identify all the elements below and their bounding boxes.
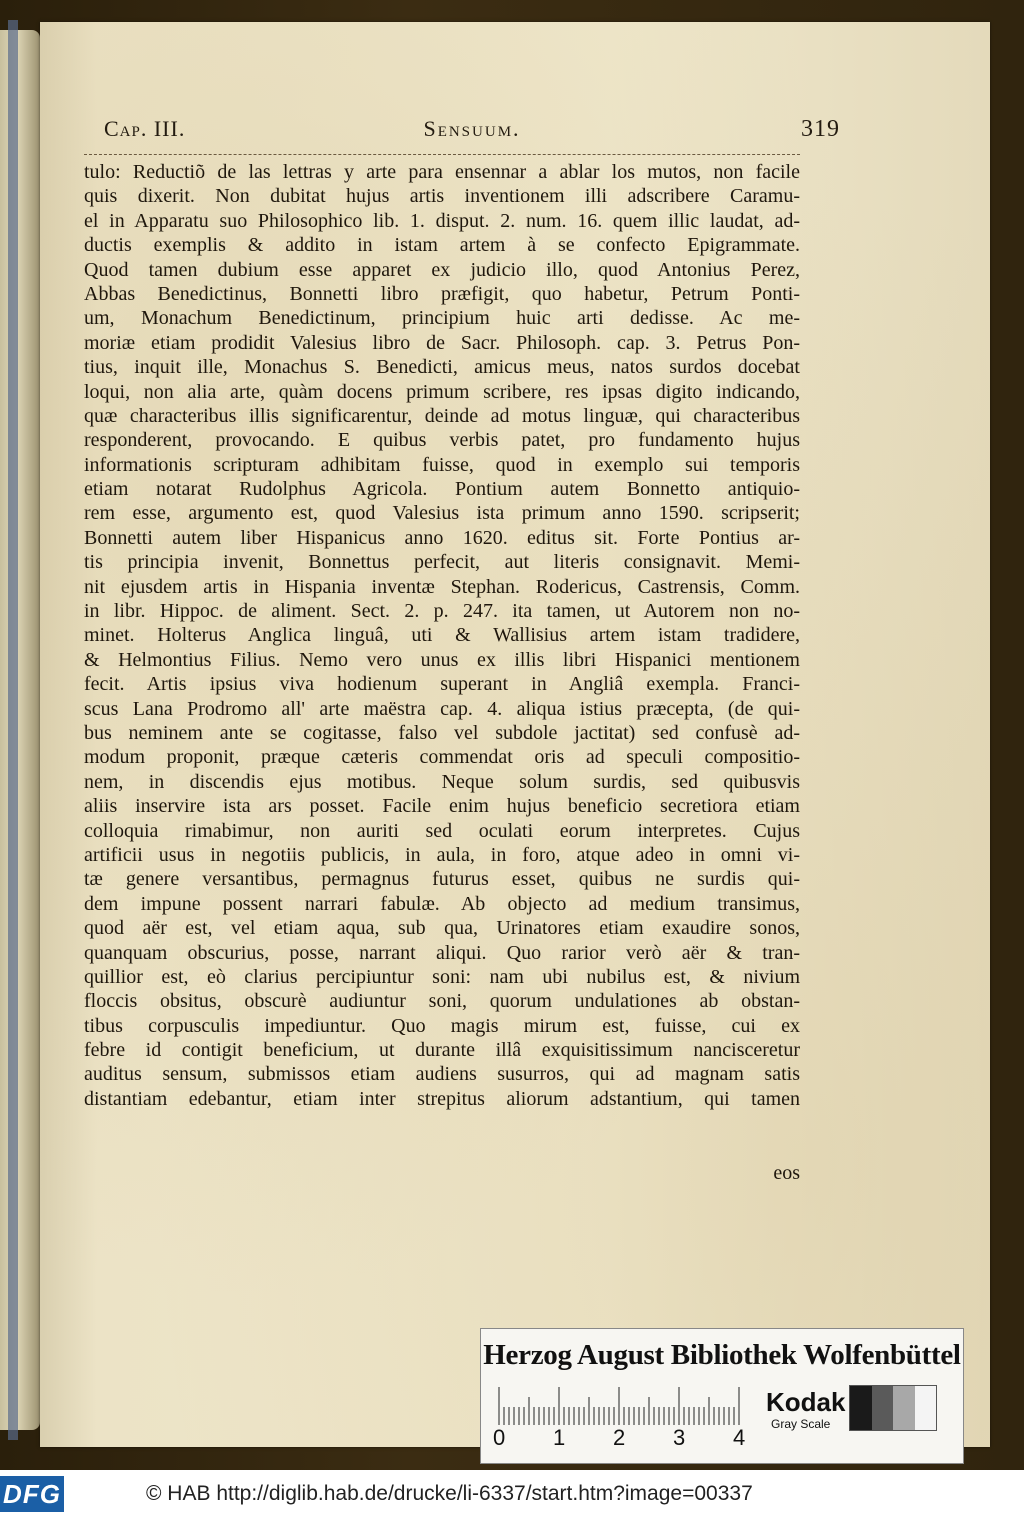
- ruler-number: 4: [733, 1425, 746, 1450]
- text-line: ductis exemplis & addito in istam artem à se confecto Epigrammate.: [84, 234, 800, 257]
- text-line: quæ characteribus illis significarentur, deinde ad motus linguæ, qui characteribus: [84, 404, 800, 427]
- text-line: quis dixerit. Non dubitat hujus artis inventionem illi adscribere Caramu-: [84, 185, 800, 208]
- library-name: Herzog August Bibliothek Wolfenbüttel: [483, 1339, 961, 1371]
- text-line: & Helmontius Filius. Nemo vero unus ex illis libri Hispanici mentionem: [84, 648, 800, 671]
- ruler-number: 1: [553, 1425, 566, 1450]
- ruler-number: 3: [673, 1425, 686, 1450]
- text-line: tius, inquit ille, Monachus S. Benedicti, amicus meus, natos surdos docebat: [84, 356, 800, 379]
- copyright-url: © HAB http://diglib.hab.de/drucke/li-6337/start.htm?image=00337: [146, 1482, 753, 1505]
- text-line: dem impune possent narrari fabulæ. Ab objecto ad medium transimus,: [84, 892, 800, 915]
- text-line: auditus sensum, submissos etiam audiens susurros, qui ad magnam satis: [84, 1063, 800, 1086]
- text-line: scus Lana Prodromo all' arte maëstra cap. 4. aliqua istius præcepta, (de qui-: [84, 697, 800, 720]
- text-line: floccis obsitus, obscurè audiuntur soni, quorum undulationes ab obstan-: [84, 990, 800, 1013]
- ruler-number: 2: [613, 1425, 626, 1450]
- text-line: loqui, non alia arte, quàm docens primum scribere, res ipsas digito indicando,: [84, 380, 800, 403]
- previous-page-edge: [0, 30, 40, 1430]
- kodak-logo: Kodak: [766, 1387, 846, 1417]
- page-number: 319: [801, 116, 840, 142]
- text-line: tæ genere versantibus, permagnus futurus esset, quibus ne surdis qui-: [84, 868, 800, 891]
- text-line: Quod tamen dubium esse apparet ex judicio illo, quod Antonius Perez,: [84, 258, 800, 281]
- text-line: tis principia invenit, Bonnettus perfecit, aut literis consignavit. Memi-: [84, 551, 800, 574]
- text-line: quillior est, eò clarius percipiuntur soni: nam ubi nubilus est, & nivium: [84, 965, 800, 988]
- gray-swatch-mid: [893, 1386, 915, 1430]
- catchword: eos: [773, 1162, 800, 1184]
- ruler-numbers: [493, 1425, 763, 1455]
- text-line: quod aër est, vel etiam aqua, sub qua, Urinatores etiam exaudire sonos,: [84, 917, 800, 940]
- text-line: quanquam obscurius, posse, narrant aliqui. Quo rarior verò aër & tran-: [84, 941, 800, 964]
- gray-scale-label: Gray Scale: [771, 1417, 831, 1431]
- ruler-number: 0: [493, 1425, 506, 1450]
- text-line: rem esse, argumento est, quod Valesius ista primum anno 1590. scripserit;: [84, 502, 800, 525]
- measurement-ruler: [493, 1385, 755, 1425]
- section-title: Sensuum.: [423, 116, 521, 141]
- text-line: tibus corpusculis impediuntur. Quo magis mirum est, fuisse, cui ex: [84, 1014, 800, 1037]
- text-line: nem, in discendis ejus motibus. Neque solum surdis, sed quibusvis: [84, 770, 800, 793]
- binding-stripe: [8, 20, 18, 1440]
- text-line: aliis inservire ista ars posset. Facile enim hujus beneficio secretiora etiam: [84, 795, 800, 818]
- text-line: minet. Holterus Anglica linguâ, uti & Wallisius artem istam tradidere,: [84, 624, 800, 647]
- gray-swatch-black: [850, 1386, 872, 1430]
- running-head: [104, 116, 840, 146]
- gray-swatch-light: [915, 1386, 937, 1430]
- text-line: bus neminem ante se cogitasse, falso vel subdole jactitat) sed confusè ad-: [84, 721, 800, 744]
- text-line: um, Monachum Benedictinum, principium huic arti dedisse. Ac me-: [84, 307, 800, 330]
- text-line: Abbas Benedictinus, Bonnetti libro præfigit, quo habetur, Petrum Ponti-: [84, 282, 800, 305]
- book-page: [40, 22, 990, 1447]
- text-line: distantiam edebantur, etiam inter strepitus aliorum adstantium, qui tamen: [84, 1087, 800, 1110]
- body-text: [84, 160, 800, 1111]
- gray-swatch-dark: [872, 1386, 894, 1430]
- gray-scale-swatches: [849, 1385, 937, 1431]
- text-line: el in Apparatu suo Philosophico lib. 1. disput. 2. num. 16. quem illic laudat, ad-: [84, 209, 800, 232]
- text-line: etiam notarat Rudolphus Agricola. Pontium autem Bonnetto antiquio-: [84, 478, 800, 501]
- text-line: nit ejusdem artis in Hispania inventæ Stephan. Rodericus, Castrensis, Comm.: [84, 575, 800, 598]
- head-rule: [84, 154, 800, 155]
- text-line: colloquia rimabimur, non auriti sed oculati eorum interpretes. Cujus: [84, 819, 800, 842]
- library-color-card: [480, 1328, 964, 1464]
- text-line: Bonnetti autem liber Hispanicus anno 1620. editus sit. Forte Pontius ar-: [84, 526, 800, 549]
- text-line: in libr. Hippoc. de aliment. Sect. 2. p. 247. ita tamen, ut Autorem non no-: [84, 600, 800, 623]
- text-line: fecit. Artis ipsius viva hodienum superant in Angliâ exempla. Franci-: [84, 673, 800, 696]
- chapter-label: Cap. III.: [104, 116, 186, 141]
- text-line: febre id contigit beneficium, ut durante illâ exquisitissimum nancisceretur: [84, 1039, 800, 1062]
- text-line: responderent, provocando. E quibus verbis patet, pro fundamento hujus: [84, 429, 800, 452]
- text-line: modum proponit, præque cæteris commendat oris ad speculi compositio-: [84, 746, 800, 769]
- text-line: moriæ etiam prodidit Valesius libro de Sacr. Philosoph. cap. 3. Petrus Pon-: [84, 331, 800, 354]
- text-line: informationis scripturam adhibitam fuisse, quod in exemplo sui temporis: [84, 453, 800, 476]
- dfg-logo: DFG: [0, 1476, 64, 1512]
- text-line: tulo: Reductiõ de las lettras y arte para ensennar a ablar los mutos, non facile: [84, 161, 800, 183]
- footer-bar: [0, 1470, 1024, 1518]
- text-line: artificii usus in negotiis publicis, in aula, in foro, atque adeo in omni vi-: [84, 843, 800, 866]
